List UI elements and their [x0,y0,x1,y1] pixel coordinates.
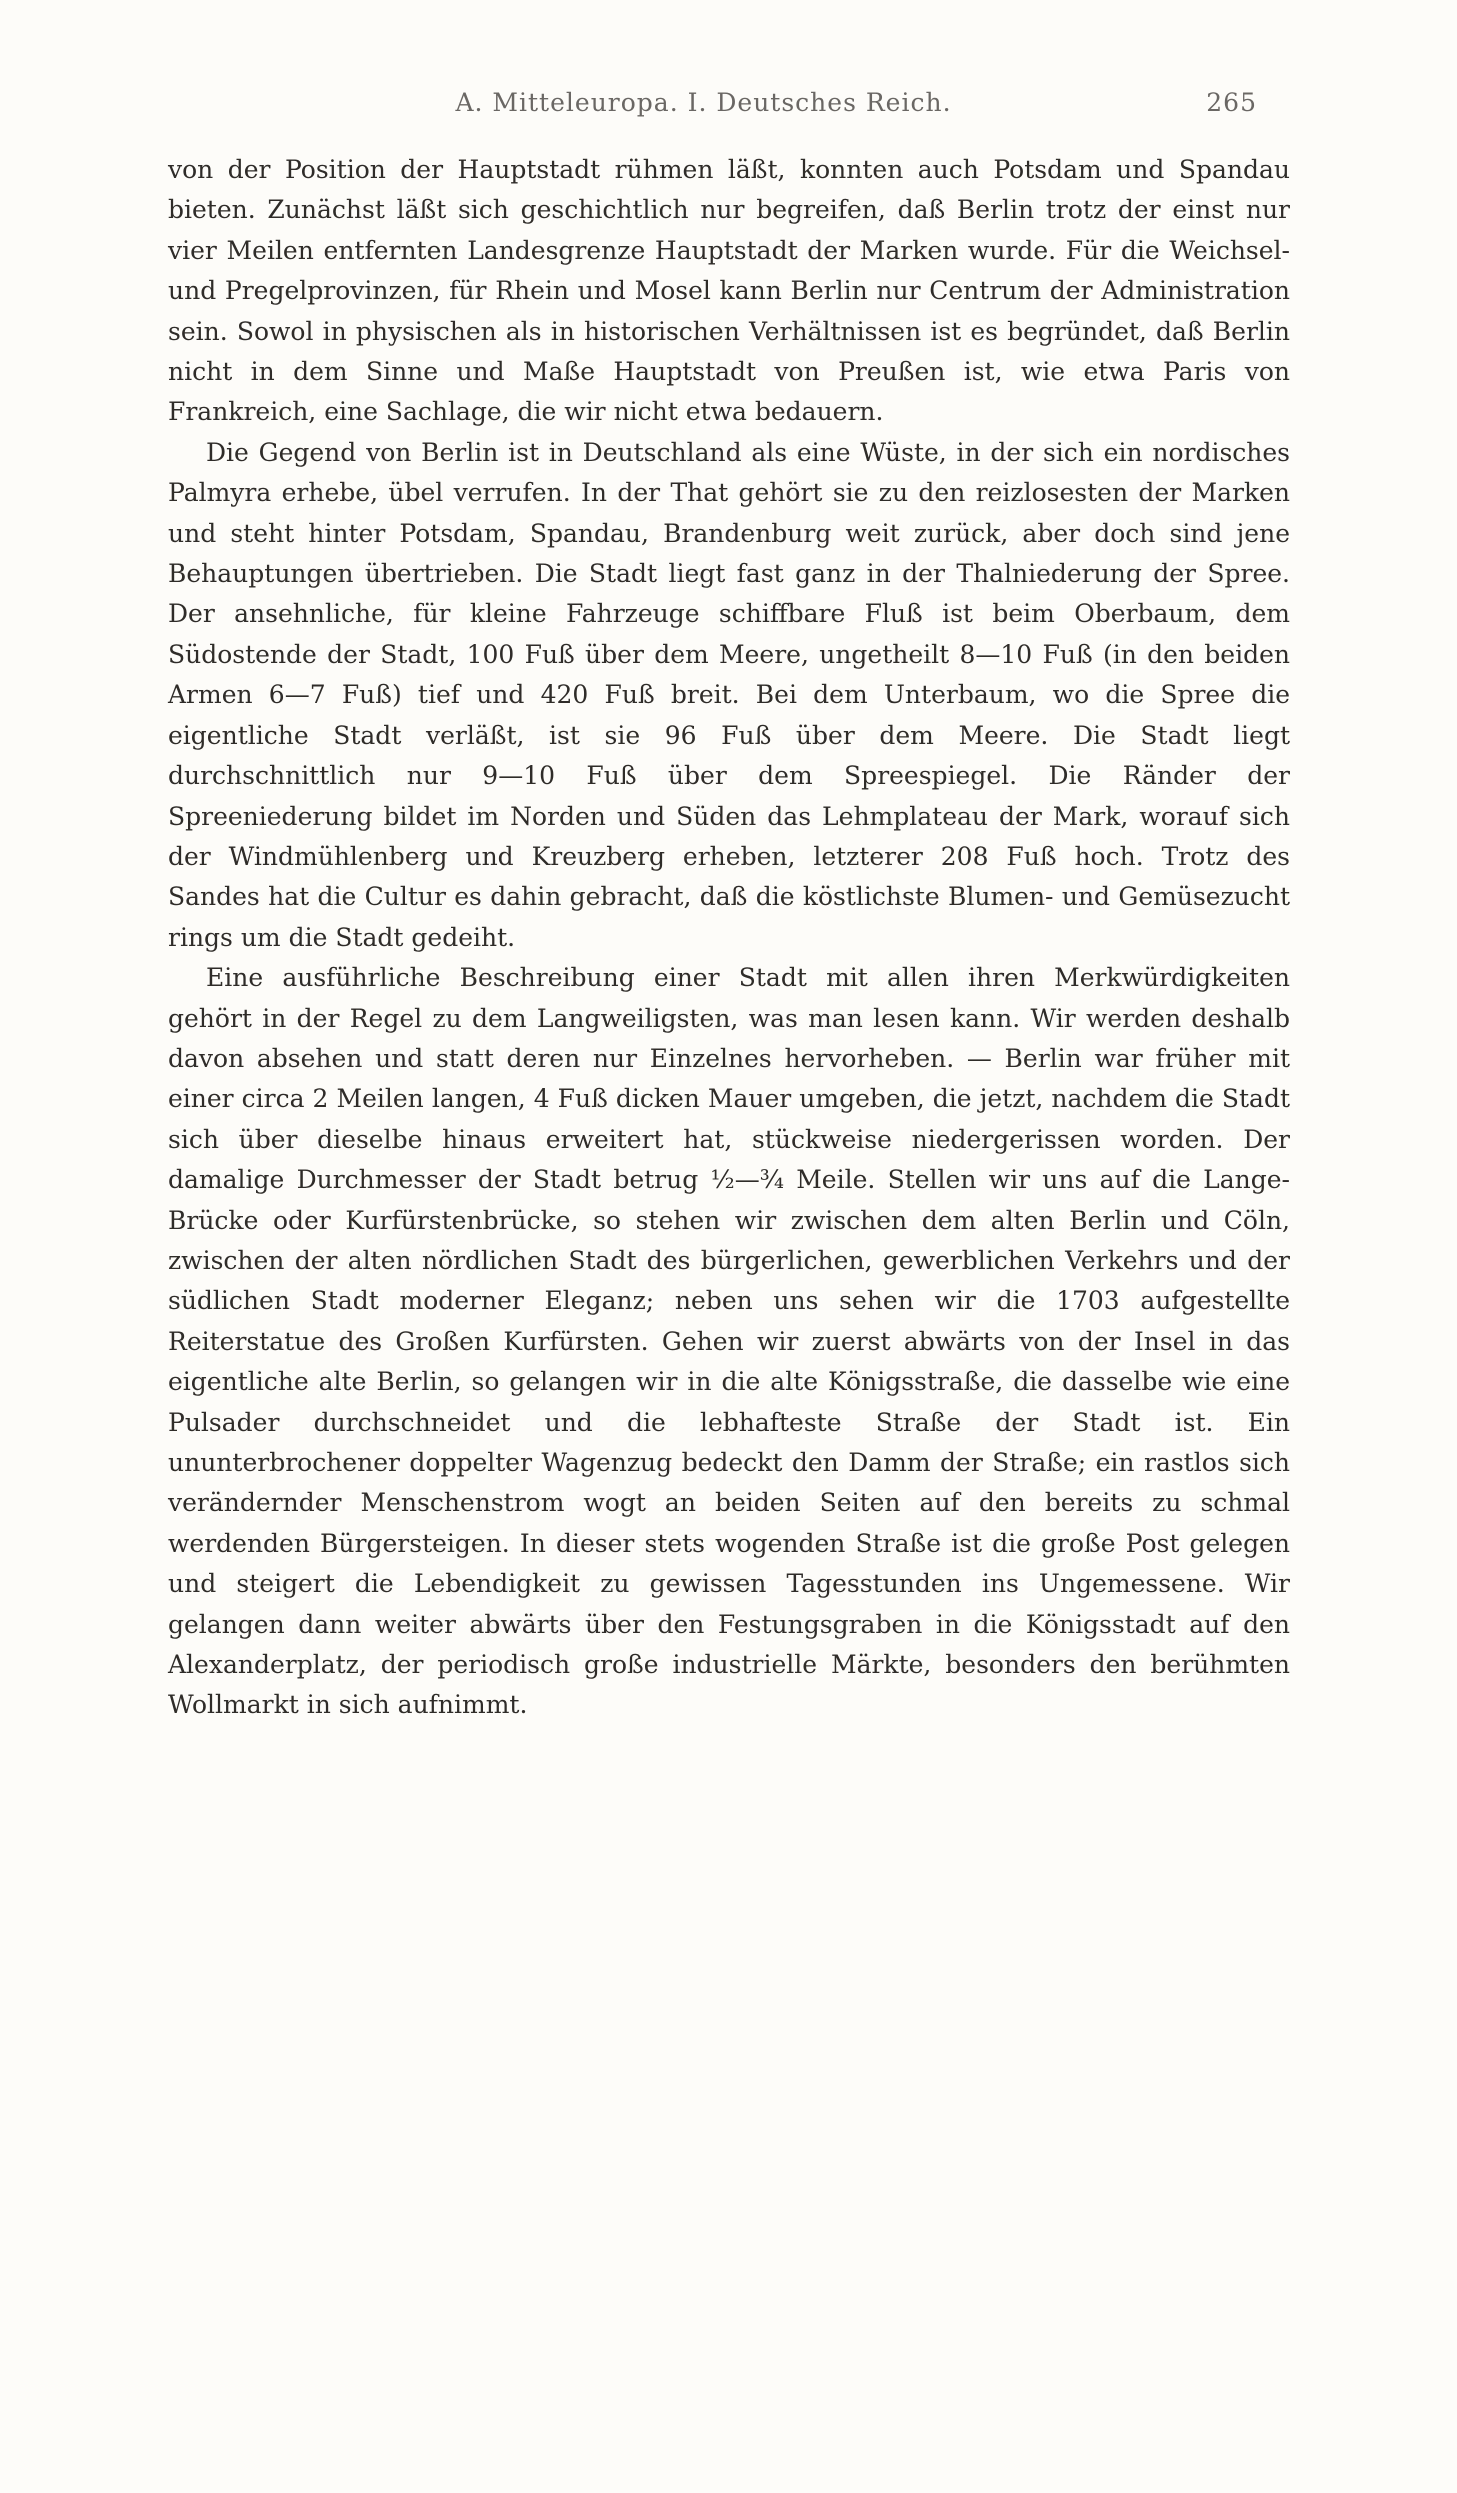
page-header [150,88,1257,128]
paragraph-city-description: Eine ausführliche Beschreibung einer Stadt mit allen ihren Merkwürdigkeiten gehört in der Regel zu dem Langweiligsten, was man lesen kann. Wir werden deshalb davon absehen und statt deren nur Einzelnes hervorheben. — Berlin war früher mit einer circa 2 Meilen langen, 4 Fuß dicken Mauer umgeben, die jetzt, nachdem die Stadt sich über dieselbe hinaus erweitert hat, stückweise niedergerissen worden. Der damalige Durchmesser der Stadt betrug ½—¾ Meile. Stellen wir uns auf die Lange-Brücke oder Kurfürstenbrücke, so stehen wir zwischen dem alten Berlin und Cöln, zwischen der alten nördlichen Stadt des bürgerlichen, gewerblichen Verkehrs und der südlichen Stadt moderner Eleganz; neben uns sehen wir die 1703 aufgestellte Reiterstatue des Großen Kurfürsten. Gehen wir zuerst abwärts von der Insel in das eigentliche alte Berlin, so gelangen wir in die alte Königsstraße, die dasselbe wie eine Pulsader durchschneidet und die lebhafteste Straße der Stadt ist. Ein ununterbrochener doppelter Wagenzug bedeckt den Damm der Straße; ein rastlos sich verändernder Menschenstrom wogt an beiden Seiten auf den bereits zu schmal werdenden Bürgersteigen. In dieser stets wogenden Straße ist die große Post gelegen und steigert die Lebendigkeit zu gewissen Tagesstunden ins Ungemessene. Wir gelangen dann weiter abwärts über den Festungsgraben in die Königsstadt auf den Alexanderplatz, der periodisch große industrielle Märkte, besonders den berühmten Wollmarkt in sich aufnimmt. [168,963,1290,1720]
body-text [168,150,1290,1726]
paragraph-surroundings-of-berlin: Die Gegend von Berlin ist in Deutschland als eine Wüste, in der sich ein nordisches Palmyra erhebe, übel verrufen. In der That gehört sie zu den reizlosesten der Marken und steht hinter Potsdam, Spandau, Brandenburg weit zurück, aber doch sind jene Behauptungen übertrieben. Die Stadt liegt fast ganz in der Thalniederung der Spree. Der ansehnliche, für kleine Fahrzeuge schiffbare Fluß ist beim Oberbaum, dem Südostende der Stadt, 100 Fuß über dem Meere, ungetheilt 8—10 Fuß (in den beiden Armen 6—7 Fuß) tief und 420 Fuß breit. Bei dem Unterbaum, wo die Spree die eigentliche Stadt verläßt, ist sie 96 Fuß über dem Meere. Die Stadt liegt durchschnittlich nur 9—10 Fuß über dem Spreespiegel. Die Ränder der Spreeniederung bildet im Norden und Süden das Lehmplateau der Mark, worauf sich der Windmühlenberg und Kreuzberg erheben, letzterer 208 Fuß hoch. Trotz des Sandes hat die Cultur es dahin gebracht, daß die köstlichste Blumen- und Gemüsezucht rings um die Stadt gedeiht. [168,437,1290,952]
page-number: 265 [1206,88,1257,117]
paragraph-position-of-capital: von der Position der Hauptstadt rühmen läßt, konnten auch Potsdam und Spandau bieten. Zunächst läßt sich geschichtlich nur begreifen, daß Berlin trotz der einst nur vier Meilen entfernten Landesgrenze Hauptstadt der Marken wurde. Für die Weichsel- und Pregelprovinzen, für Rhein und Mosel kann Berlin nur Centrum der Administration sein. Sowol in physischen als in historischen Verhältnissen ist es begründet, daß Berlin nicht in dem Sinne und Maße Hauptstadt von Preußen ist, wie etwa Paris von Frankreich, eine Sachlage, die wir nicht etwa bedauern. [168,155,1290,427]
running-head: A. Mitteleuropa. I. Deutsches Reich. [455,88,952,117]
